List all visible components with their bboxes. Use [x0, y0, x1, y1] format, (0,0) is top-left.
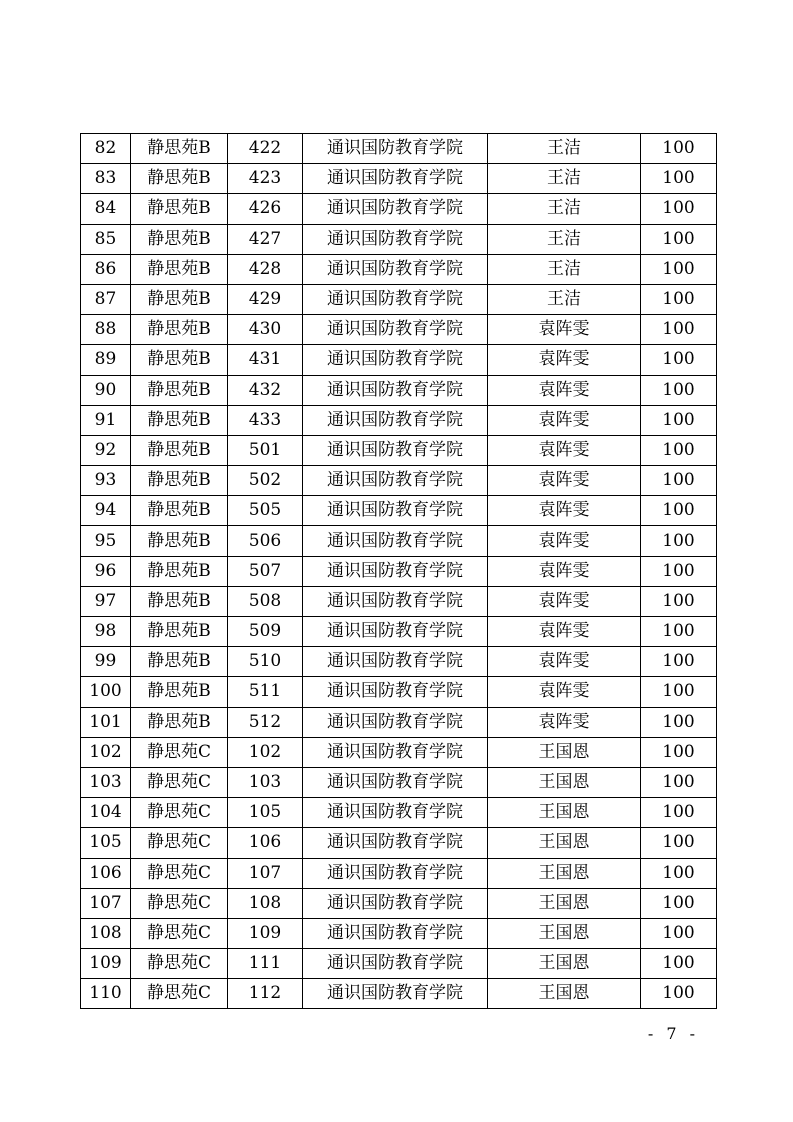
responsible-person-cell: 袁阵雯 [488, 435, 641, 465]
table-row [81, 617, 717, 647]
responsible-person-cell: 袁阵雯 [488, 526, 641, 556]
row-number-cell: 82 [81, 134, 131, 164]
responsible-person-cell: 王国恩 [488, 858, 641, 888]
row-number-cell: 88 [81, 315, 131, 345]
row-number-cell: 92 [81, 435, 131, 465]
score-cell: 100 [641, 345, 717, 375]
building-cell: 静思苑B [131, 617, 228, 647]
responsible-person-cell: 王国恩 [488, 949, 641, 979]
table-row [81, 194, 717, 224]
table-row [81, 496, 717, 526]
row-number-cell: 99 [81, 647, 131, 677]
dormitory-score-table [80, 133, 717, 1009]
score-cell: 100 [641, 254, 717, 284]
building-cell: 静思苑B [131, 707, 228, 737]
table-row [81, 647, 717, 677]
responsible-person-cell: 袁阵雯 [488, 405, 641, 435]
room-number-cell: 501 [228, 435, 303, 465]
college-cell: 通识国防教育学院 [303, 979, 488, 1009]
college-cell: 通识国防教育学院 [303, 677, 488, 707]
row-number-cell: 98 [81, 617, 131, 647]
building-cell: 静思苑B [131, 375, 228, 405]
score-cell: 100 [641, 375, 717, 405]
room-number-cell: 108 [228, 888, 303, 918]
responsible-person-cell: 王国恩 [488, 979, 641, 1009]
responsible-person-cell: 袁阵雯 [488, 496, 641, 526]
room-number-cell: 508 [228, 586, 303, 616]
room-number-cell: 502 [228, 466, 303, 496]
row-number-cell: 94 [81, 496, 131, 526]
college-cell: 通识国防教育学院 [303, 737, 488, 767]
score-cell: 100 [641, 435, 717, 465]
room-number-cell: 112 [228, 979, 303, 1009]
college-cell: 通识国防教育学院 [303, 949, 488, 979]
score-cell: 100 [641, 405, 717, 435]
building-cell: 静思苑C [131, 888, 228, 918]
row-number-cell: 102 [81, 737, 131, 767]
building-cell: 静思苑B [131, 224, 228, 254]
page-number: - 7 - [647, 1024, 699, 1043]
table-row [81, 435, 717, 465]
table-body [81, 134, 717, 1009]
building-cell: 静思苑C [131, 918, 228, 948]
room-number-cell: 109 [228, 918, 303, 948]
score-cell: 100 [641, 677, 717, 707]
college-cell: 通识国防教育学院 [303, 254, 488, 284]
row-number-cell: 86 [81, 254, 131, 284]
table-row [81, 979, 717, 1009]
college-cell: 通识国防教育学院 [303, 405, 488, 435]
table-row [81, 224, 717, 254]
college-cell: 通识国防教育学院 [303, 526, 488, 556]
responsible-person-cell: 王国恩 [488, 828, 641, 858]
college-cell: 通识国防教育学院 [303, 435, 488, 465]
college-cell: 通识国防教育学院 [303, 707, 488, 737]
building-cell: 静思苑C [131, 828, 228, 858]
college-cell: 通识国防教育学院 [303, 647, 488, 677]
room-number-cell: 428 [228, 254, 303, 284]
college-cell: 通识国防教育学院 [303, 617, 488, 647]
room-number-cell: 432 [228, 375, 303, 405]
row-number-cell: 85 [81, 224, 131, 254]
college-cell: 通识国防教育学院 [303, 918, 488, 948]
table-row [81, 345, 717, 375]
score-cell: 100 [641, 526, 717, 556]
room-number-cell: 429 [228, 284, 303, 314]
college-cell: 通识国防教育学院 [303, 496, 488, 526]
table-row [81, 918, 717, 948]
building-cell: 静思苑C [131, 798, 228, 828]
room-number-cell: 105 [228, 798, 303, 828]
score-cell: 100 [641, 556, 717, 586]
table-row [81, 798, 717, 828]
row-number-cell: 100 [81, 677, 131, 707]
building-cell: 静思苑B [131, 677, 228, 707]
responsible-person-cell: 王洁 [488, 254, 641, 284]
score-cell: 100 [641, 284, 717, 314]
responsible-person-cell: 袁阵雯 [488, 466, 641, 496]
building-cell: 静思苑B [131, 496, 228, 526]
building-cell: 静思苑B [131, 405, 228, 435]
row-number-cell: 84 [81, 194, 131, 224]
building-cell: 静思苑B [131, 435, 228, 465]
score-cell: 100 [641, 858, 717, 888]
table-row [81, 858, 717, 888]
building-cell: 静思苑C [131, 979, 228, 1009]
responsible-person-cell: 王洁 [488, 284, 641, 314]
responsible-person-cell: 王国恩 [488, 888, 641, 918]
building-cell: 静思苑B [131, 315, 228, 345]
row-number-cell: 95 [81, 526, 131, 556]
responsible-person-cell: 王洁 [488, 224, 641, 254]
room-number-cell: 427 [228, 224, 303, 254]
score-cell: 100 [641, 194, 717, 224]
row-number-cell: 91 [81, 405, 131, 435]
responsible-person-cell: 王国恩 [488, 918, 641, 948]
room-number-cell: 426 [228, 194, 303, 224]
score-cell: 100 [641, 496, 717, 526]
row-number-cell: 107 [81, 888, 131, 918]
table-row [81, 707, 717, 737]
room-number-cell: 422 [228, 134, 303, 164]
score-cell: 100 [641, 767, 717, 797]
row-number-cell: 87 [81, 284, 131, 314]
college-cell: 通识国防教育学院 [303, 284, 488, 314]
score-cell: 100 [641, 315, 717, 345]
college-cell: 通识国防教育学院 [303, 224, 488, 254]
room-number-cell: 431 [228, 345, 303, 375]
building-cell: 静思苑B [131, 526, 228, 556]
responsible-person-cell: 袁阵雯 [488, 586, 641, 616]
room-number-cell: 430 [228, 315, 303, 345]
table-row [81, 888, 717, 918]
score-cell: 100 [641, 586, 717, 616]
table-row [81, 375, 717, 405]
college-cell: 通识国防教育学院 [303, 767, 488, 797]
table-row [81, 949, 717, 979]
room-number-cell: 509 [228, 617, 303, 647]
score-cell: 100 [641, 918, 717, 948]
room-number-cell: 107 [228, 858, 303, 888]
table-row [81, 828, 717, 858]
table-row [81, 134, 717, 164]
table-row [81, 405, 717, 435]
responsible-person-cell: 王洁 [488, 164, 641, 194]
table-row [81, 737, 717, 767]
college-cell: 通识国防教育学院 [303, 375, 488, 405]
room-number-cell: 103 [228, 767, 303, 797]
score-cell: 100 [641, 888, 717, 918]
building-cell: 静思苑C [131, 858, 228, 888]
row-number-cell: 89 [81, 345, 131, 375]
college-cell: 通识国防教育学院 [303, 586, 488, 616]
row-number-cell: 103 [81, 767, 131, 797]
responsible-person-cell: 王国恩 [488, 737, 641, 767]
table-row [81, 586, 717, 616]
table-row [81, 254, 717, 284]
responsible-person-cell: 袁阵雯 [488, 707, 641, 737]
building-cell: 静思苑B [131, 194, 228, 224]
row-number-cell: 108 [81, 918, 131, 948]
row-number-cell: 104 [81, 798, 131, 828]
building-cell: 静思苑B [131, 164, 228, 194]
table-row [81, 466, 717, 496]
responsible-person-cell: 袁阵雯 [488, 677, 641, 707]
building-cell: 静思苑B [131, 556, 228, 586]
room-number-cell: 102 [228, 737, 303, 767]
score-cell: 100 [641, 466, 717, 496]
responsible-person-cell: 袁阵雯 [488, 556, 641, 586]
room-number-cell: 505 [228, 496, 303, 526]
college-cell: 通识国防教育学院 [303, 798, 488, 828]
row-number-cell: 105 [81, 828, 131, 858]
college-cell: 通识国防教育学院 [303, 888, 488, 918]
building-cell: 静思苑B [131, 254, 228, 284]
building-cell: 静思苑B [131, 345, 228, 375]
college-cell: 通识国防教育学院 [303, 828, 488, 858]
score-cell: 100 [641, 828, 717, 858]
score-cell: 100 [641, 134, 717, 164]
college-cell: 通识国防教育学院 [303, 466, 488, 496]
row-number-cell: 96 [81, 556, 131, 586]
college-cell: 通识国防教育学院 [303, 315, 488, 345]
building-cell: 静思苑B [131, 466, 228, 496]
college-cell: 通识国防教育学院 [303, 194, 488, 224]
building-cell: 静思苑B [131, 586, 228, 616]
table-row [81, 526, 717, 556]
room-number-cell: 507 [228, 556, 303, 586]
building-cell: 静思苑C [131, 737, 228, 767]
score-cell: 100 [641, 617, 717, 647]
row-number-cell: 101 [81, 707, 131, 737]
building-cell: 静思苑B [131, 284, 228, 314]
college-cell: 通识国防教育学院 [303, 164, 488, 194]
score-cell: 100 [641, 949, 717, 979]
table-row [81, 315, 717, 345]
college-cell: 通识国防教育学院 [303, 858, 488, 888]
building-cell: 静思苑C [131, 949, 228, 979]
college-cell: 通识国防教育学院 [303, 556, 488, 586]
room-number-cell: 511 [228, 677, 303, 707]
college-cell: 通识国防教育学院 [303, 345, 488, 375]
row-number-cell: 106 [81, 858, 131, 888]
table-row [81, 284, 717, 314]
score-cell: 100 [641, 224, 717, 254]
score-cell: 100 [641, 164, 717, 194]
row-number-cell: 83 [81, 164, 131, 194]
score-cell: 100 [641, 798, 717, 828]
table-row [81, 556, 717, 586]
table-row [81, 767, 717, 797]
responsible-person-cell: 袁阵雯 [488, 617, 641, 647]
college-cell: 通识国防教育学院 [303, 134, 488, 164]
row-number-cell: 97 [81, 586, 131, 616]
table-row [81, 677, 717, 707]
responsible-person-cell: 袁阵雯 [488, 375, 641, 405]
table-row [81, 164, 717, 194]
responsible-person-cell: 袁阵雯 [488, 345, 641, 375]
building-cell: 静思苑C [131, 767, 228, 797]
room-number-cell: 510 [228, 647, 303, 677]
score-cell: 100 [641, 647, 717, 677]
score-cell: 100 [641, 979, 717, 1009]
responsible-person-cell: 袁阵雯 [488, 315, 641, 345]
row-number-cell: 110 [81, 979, 131, 1009]
score-cell: 100 [641, 707, 717, 737]
building-cell: 静思苑B [131, 134, 228, 164]
row-number-cell: 109 [81, 949, 131, 979]
room-number-cell: 423 [228, 164, 303, 194]
room-number-cell: 111 [228, 949, 303, 979]
building-cell: 静思苑B [131, 647, 228, 677]
responsible-person-cell: 王国恩 [488, 798, 641, 828]
responsible-person-cell: 王国恩 [488, 767, 641, 797]
room-number-cell: 433 [228, 405, 303, 435]
room-number-cell: 512 [228, 707, 303, 737]
responsible-person-cell: 王洁 [488, 194, 641, 224]
room-number-cell: 106 [228, 828, 303, 858]
responsible-person-cell: 袁阵雯 [488, 647, 641, 677]
room-number-cell: 506 [228, 526, 303, 556]
score-cell: 100 [641, 737, 717, 767]
row-number-cell: 90 [81, 375, 131, 405]
responsible-person-cell: 王洁 [488, 134, 641, 164]
row-number-cell: 93 [81, 466, 131, 496]
